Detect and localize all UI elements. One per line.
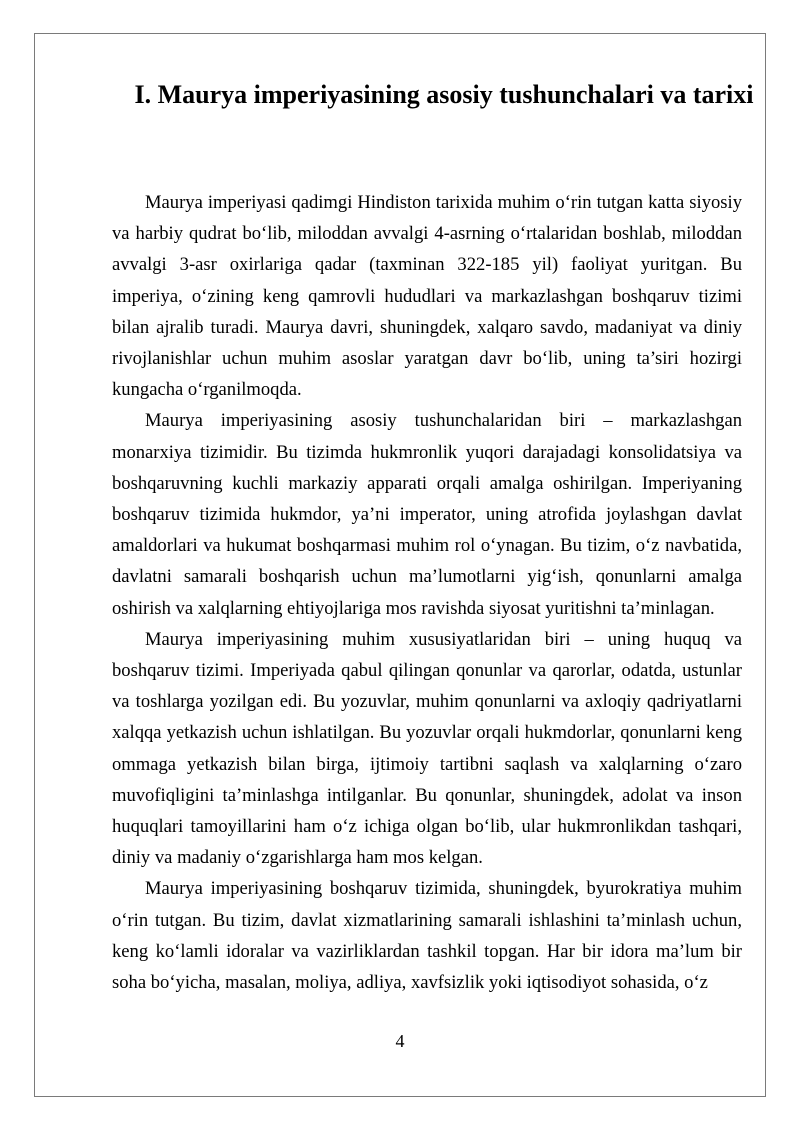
paragraph-1: Maurya imperiyasi qadimgi Hindiston tarixida muhim o‘rin tutgan katta siyosiy va harbiy qudrat bo‘lib, miloddan avvalgi 4-asrning o‘rtalaridan boshlab, miloddan avvalgi 3-asr oxirlariga qadar (taxminan 322-185 yil) faoliyat yuritgan. Bu imperiya, o‘zining keng qamrovli hududlari va markazlashgan boshqaruv tizimi bilan ajralib turadi. Maurya davri, shuningdek, xalqaro savdo, madaniyat va diniy rivojlanishlar uchun muhim asoslar yaratgan davr bo‘lib, uning ta’siri hozirgi kungacha o‘rganilmoqda. — [112, 192, 742, 401]
section-title: I. Maurya imperiyasining asosiy tushunchalari va tarixi — [134, 80, 754, 109]
body-text — [112, 187, 742, 998]
paragraph-2: Maurya imperiyasining asosiy tushunchalaridan biri – markazlashgan monarxiya tizimidir. Bu tizimda hukmronlik yuqori darajadagi konsolidatsiya va boshqaruvning kuchli markaziy apparati orqali amalga oshirilgan. Imperiyaning boshqaruv tizimida hukmdor, ya’ni imperator, uning atrofida joylashgan davlat amaldorlari va hukumat boshqarmasi muhim rol o‘ynagan. Bu tizim, o‘z navbatida, davlatni samarali boshqarish uchun ma’lumotlarni yig‘ish, qonunlarni amalga oshirish va xalqlarning ehtiyojlariga mos ravishda siyosat yuritishni ta’minlagan. — [112, 410, 742, 619]
page-number: 4 — [395, 1031, 405, 1051]
paragraph-4: Maurya imperiyasining boshqaruv tizimida, shuningdek, byurokratiya muhim o‘rin tutgan. Bu tizim, davlat xizmatlarining samarali ishlashini ta’minlash uchun, keng ko‘lamli idoralar va vazirliklardan tashkil topgan. Har bir idora ma’lum bir soha bo‘yicha, masalan, moliya, adliya, xavfsizlik yoki iqtisodiyot sohasida, o‘z — [112, 878, 742, 994]
paragraph-3: Maurya imperiyasining muhim xususiyatlaridan biri – uning huquq va boshqaruv tizimi. Imperiyada qabul qilingan qonunlar va qarorlar, odatda, ustunlar va toshlarga yozilgan edi. Bu yozuvlar, muhim qonunlarni va axloqiy qadriyatlarni xalqqa yetkazish uchun ishlatilgan. Bu yozuvlar orqali hukmdorlar, qonunlarni keng ommaga yetkazish bilan birga, ijtimoiy tartibni saqlash va xalqlarning o‘zaro muvofiqligini ta’minlashga intilganlar. Bu qonunlar, shuningdek, adolat va inson huquqlari tamoyillarini ham o‘z ichiga olgan bo‘lib, ular hukmronlikdan tashqari, diniy va madaniy o‘zgarishlarga ham mos kelgan. — [112, 628, 742, 869]
